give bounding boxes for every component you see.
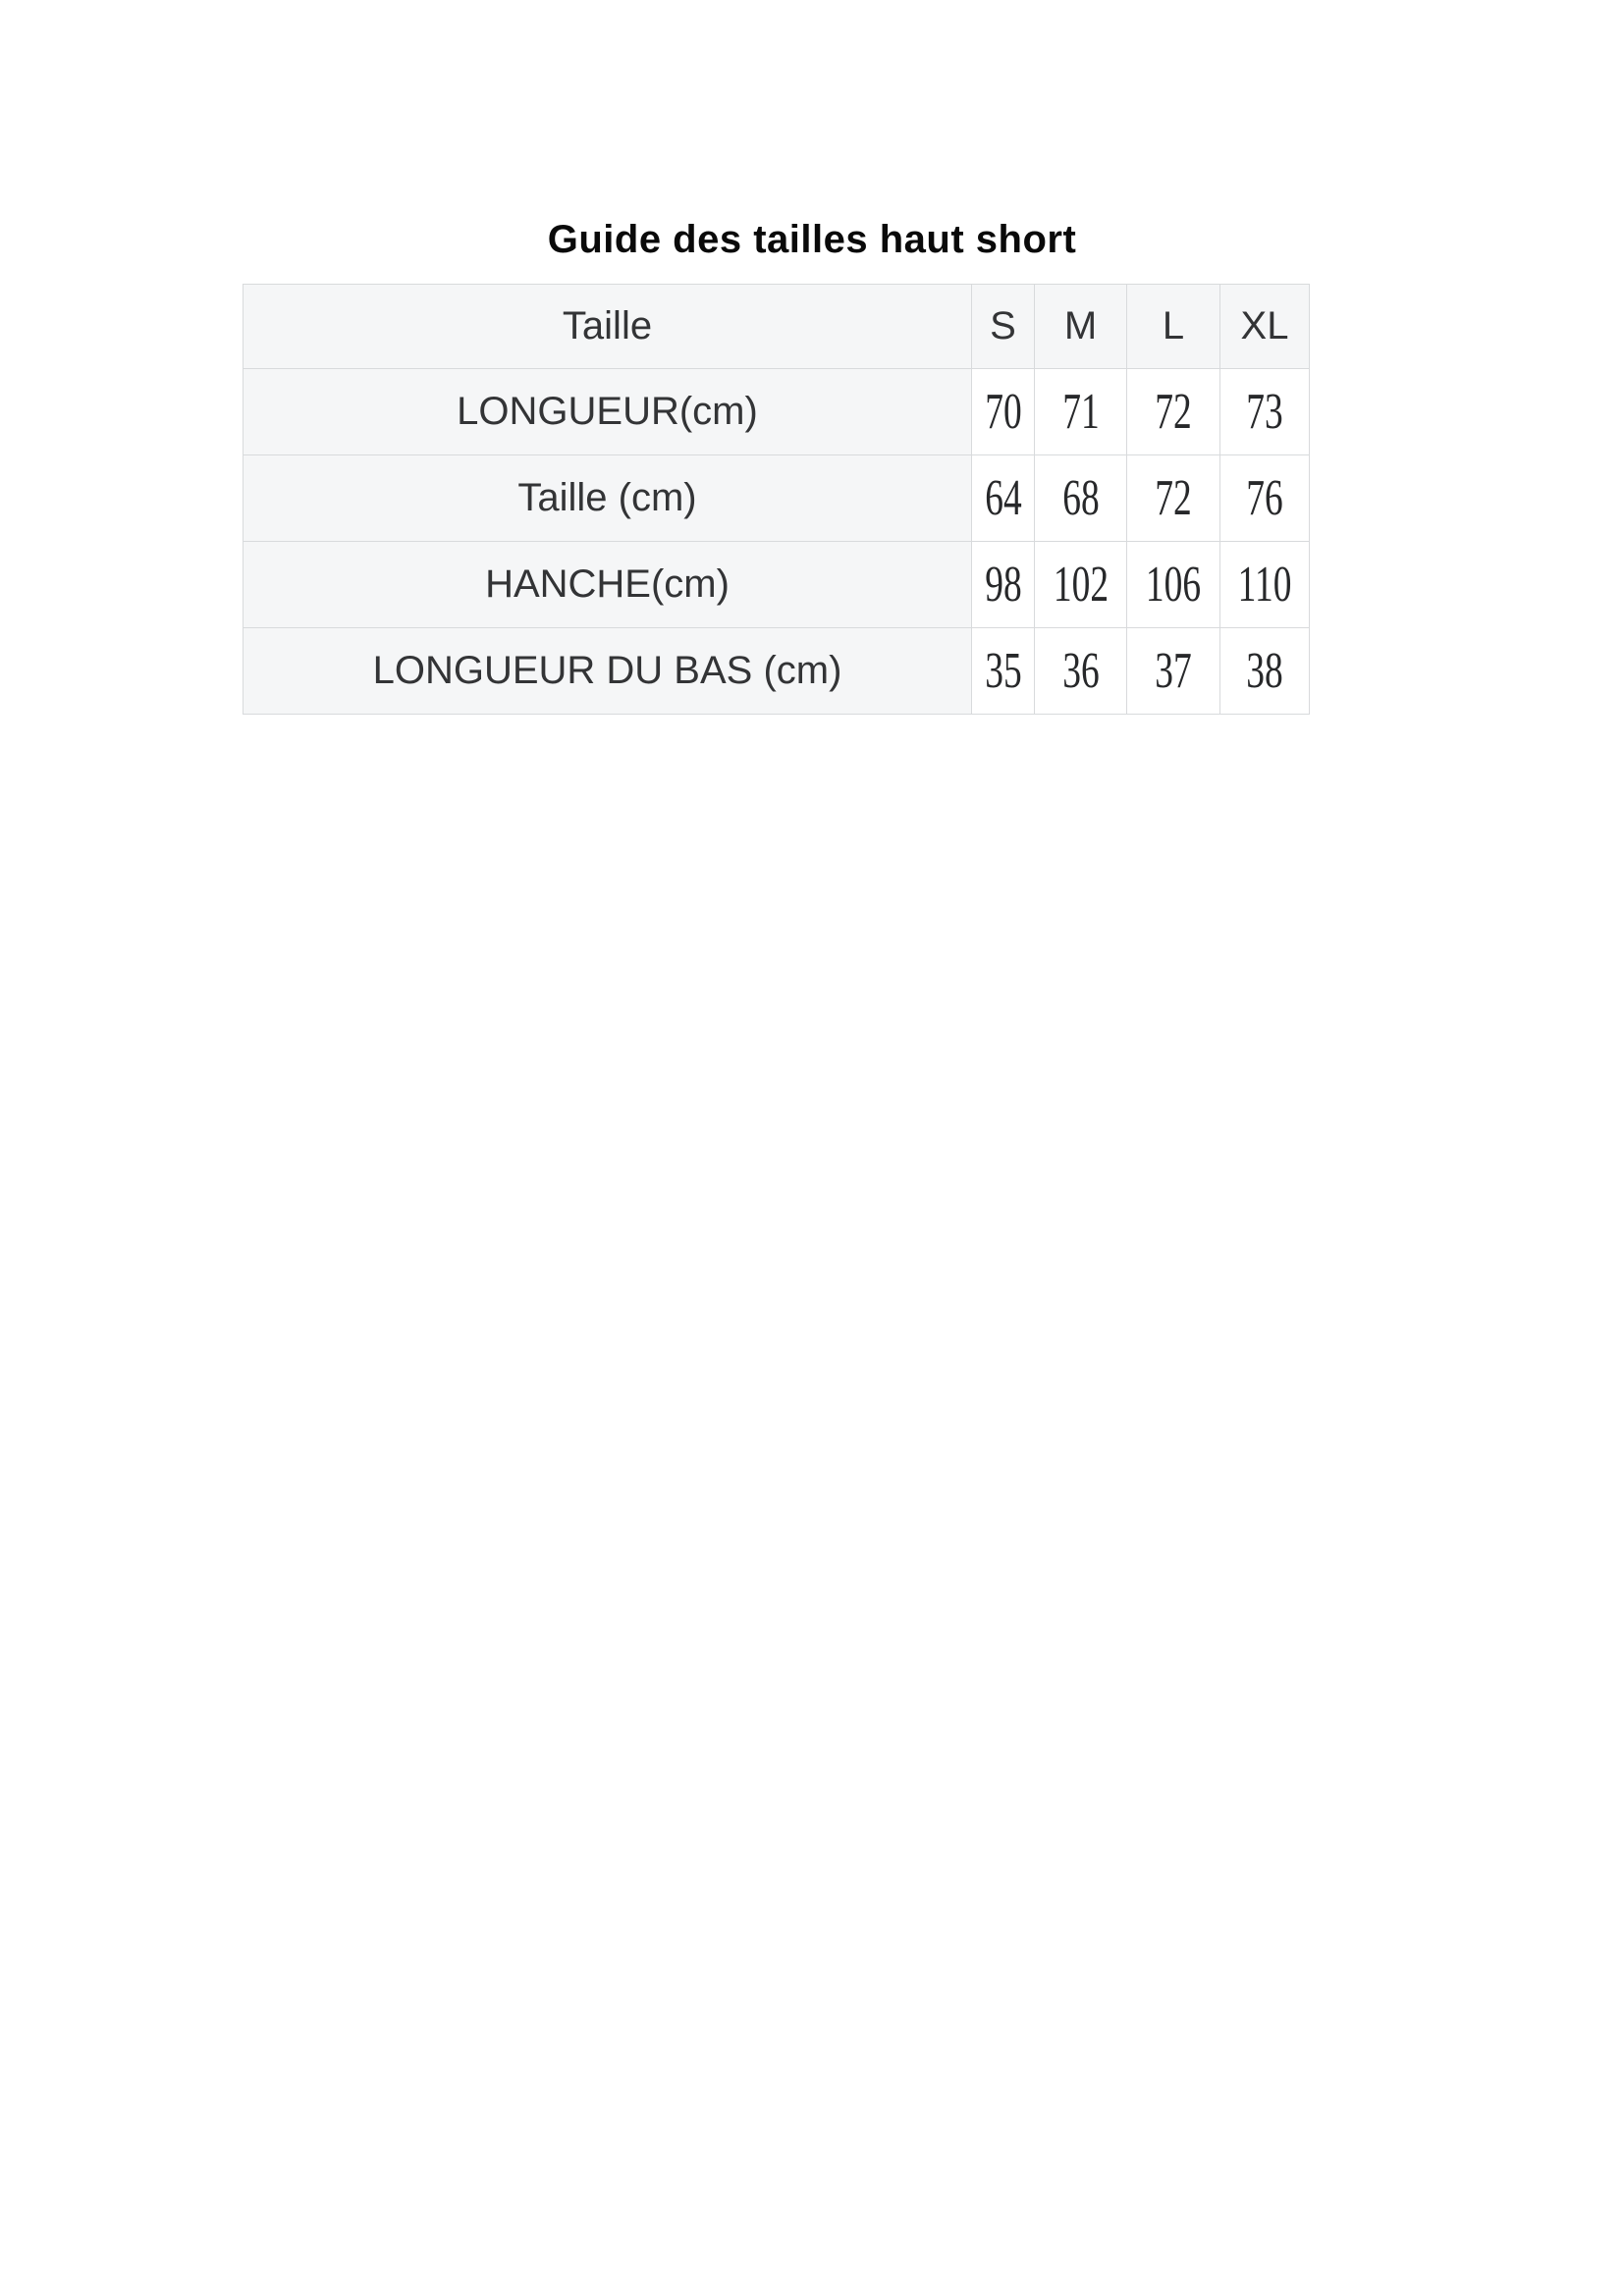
value-longueur-du-bas-xl: 38 bbox=[1246, 642, 1283, 699]
value-longueur-xl: 73 bbox=[1246, 383, 1283, 440]
cell-hanche-l bbox=[1127, 542, 1220, 628]
value-taille-l: 72 bbox=[1155, 469, 1192, 526]
row-label-longueur-du-bas: LONGUEUR DU BAS (cm) bbox=[244, 628, 972, 715]
cell-hanche-xl bbox=[1220, 542, 1310, 628]
cell-longueur-s bbox=[972, 369, 1035, 455]
value-taille-s: 64 bbox=[984, 469, 1022, 526]
value-hanche-m: 102 bbox=[1053, 556, 1109, 613]
cell-longueur-du-bas-s bbox=[972, 628, 1035, 715]
row-label-longueur: LONGUEUR(cm) bbox=[244, 369, 972, 455]
table-row-longueur-du-bas bbox=[244, 628, 1310, 715]
table-row-hanche bbox=[244, 542, 1310, 628]
value-longueur-m: 71 bbox=[1061, 383, 1100, 440]
page-title: Guide des tailles haut short bbox=[547, 218, 1077, 261]
header-cell-taille: Taille bbox=[244, 285, 972, 369]
value-hanche-l: 106 bbox=[1145, 556, 1202, 613]
value-longueur-du-bas-s: 35 bbox=[984, 642, 1022, 699]
header-cell-size-l: L bbox=[1127, 285, 1220, 369]
cell-hanche-s bbox=[972, 542, 1035, 628]
cell-taille-l bbox=[1127, 455, 1220, 542]
value-taille-xl: 76 bbox=[1246, 469, 1283, 526]
row-label-hanche: HANCHE(cm) bbox=[244, 542, 972, 628]
value-hanche-s: 98 bbox=[984, 556, 1022, 613]
value-longueur-l: 72 bbox=[1155, 383, 1192, 440]
cell-longueur-du-bas-l bbox=[1127, 628, 1220, 715]
cell-longueur-du-bas-m bbox=[1035, 628, 1127, 715]
table-row-longueur bbox=[244, 369, 1310, 455]
value-hanche-xl: 110 bbox=[1237, 556, 1292, 613]
table-header-row bbox=[244, 285, 1310, 369]
header-cell-size-m: M bbox=[1035, 285, 1127, 369]
cell-taille-m bbox=[1035, 455, 1127, 542]
cell-taille-xl bbox=[1220, 455, 1310, 542]
row-label-taille: Taille (cm) bbox=[244, 455, 972, 542]
cell-longueur-l bbox=[1127, 369, 1220, 455]
cell-hanche-m bbox=[1035, 542, 1127, 628]
value-taille-m: 68 bbox=[1061, 469, 1100, 526]
header-cell-size-xl: XL bbox=[1220, 285, 1310, 369]
value-longueur-du-bas-l: 37 bbox=[1155, 642, 1192, 699]
header-cell-size-s: S bbox=[972, 285, 1035, 369]
size-guide-table bbox=[243, 284, 1310, 715]
cell-longueur-xl bbox=[1220, 369, 1310, 455]
table-row-taille bbox=[244, 455, 1310, 542]
cell-longueur-du-bas-xl bbox=[1220, 628, 1310, 715]
value-longueur-s: 70 bbox=[984, 383, 1022, 440]
cell-longueur-m bbox=[1035, 369, 1127, 455]
value-longueur-du-bas-m: 36 bbox=[1061, 642, 1100, 699]
cell-taille-s bbox=[972, 455, 1035, 542]
